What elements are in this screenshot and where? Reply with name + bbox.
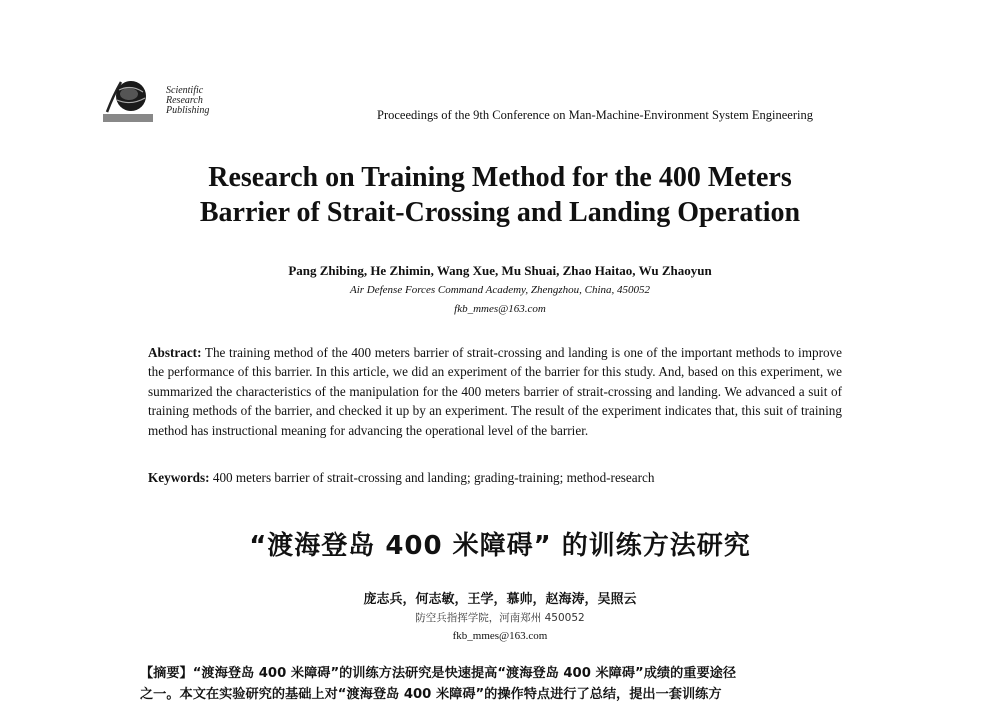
publisher-line: Publishing [166, 105, 210, 116]
abstract-text: The training method of the 400 meters barrier of strait-crossing and landing is one of the important methods to improve the performance of this barrier. In this article, we did an experiment of the barrier for this study. And, based on this experiment, we summarized the characteristics of the manipulation for the 400 meters barrier of strait-crossing and landing. We advanced a suit of training methods of the barrier, and checked it up by an experiment. The result of the experiment indicates that, this suit of training method has instructional meaning for advancing the operational level of the barrier. [148, 345, 842, 438]
author-list: Pang Zhibing, He Zhimin, Wang Xue, Mu Shuai, Zhao Haitao, Wu Zhaoyun [288, 263, 712, 278]
publisher-logo [103, 76, 233, 128]
chinese-title: “渡海登岛 400 米障碍” 的训练方法研究 [249, 531, 751, 561]
globe-logo-icon [103, 76, 159, 124]
chinese-abstract-line: 【摘要】“渡海登岛 400 米障碍”的训练方法研究是快速提高“渡海登岛 400 米障碍”成绩的重要途径 [140, 666, 737, 681]
proceedings-header: Proceedings of the 9th Conference on Man-Machine-Environment System Engineering [377, 108, 813, 122]
chinese-author-list: 庞志兵，何志敏，王学，慕帅，赵海涛，吴照云 [363, 592, 637, 607]
title-line: Research on Training Method for the 400 Meters [208, 162, 792, 193]
publisher-line: Research [166, 95, 203, 106]
abstract-label: Abstract: [148, 345, 202, 360]
publisher-line: Scientific [166, 85, 204, 96]
affiliation: Air Defense Forces Command Academy, Zhengzhou, China, 450052 [349, 284, 651, 296]
paper-title [0, 160, 1000, 230]
title-line: Barrier of Strait-Crossing and Landing Operation [199, 197, 801, 228]
chinese-affiliation: 防空兵指挥学院，河南郑州 450052 [415, 612, 585, 624]
keywords-text: 400 meters barrier of strait-crossing and landing; grading-training; method-research [209, 470, 655, 485]
author-email: fkb_mmes@163.com [454, 303, 546, 315]
publisher-name [166, 86, 209, 116]
keywords-label: Keywords: [148, 470, 210, 485]
chinese-abstract-line: 之一。本文在实验研究的基础上对“渡海登岛 400 米障碍”的操作特点进行了总结，提出一套训练方 [140, 687, 722, 702]
chinese-abstract [140, 663, 860, 708]
abstract [148, 343, 842, 440]
chinese-email: fkb_mmes@163.com [452, 630, 548, 642]
keywords [148, 470, 842, 486]
